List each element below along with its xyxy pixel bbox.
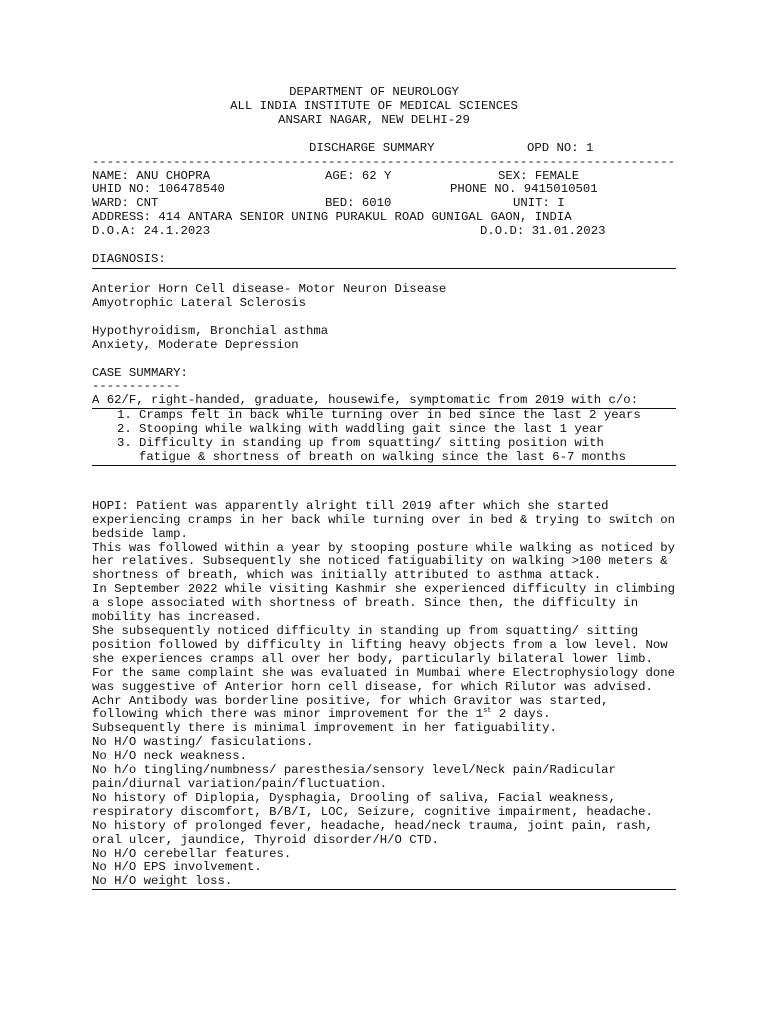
hopi-paragraph: No H/O neck weakness. [92,749,247,764]
hopi-paragraph: This was followed within a year by stooping posture while walking as noticed by her relatives. Subsequently she noticed fatiguability on walking >100 meters & shortness of breath, which was initially attributed to asthma attack. [92,540,675,583]
list-item [92,409,676,423]
complaints-list [92,409,676,465]
hopi-paragraph: In September 2022 while visiting Kashmir she experienced difficulty in climbing a slope associated with shortness of breath. Since then, the difficulty in mobility has increased. [92,582,675,625]
list-item [92,423,676,437]
case-summary-heading: CASE SUMMARY: [92,365,188,380]
letterhead [82,86,666,128]
patient-sex: SEX: FEMALE [498,168,580,183]
patient-details [92,170,676,239]
diagnosis-heading: DIAGNOSIS: [92,251,166,266]
ward: WARD: CNT [92,196,159,211]
patient-name: NAME: ANU CHOPRA [92,168,211,183]
institute-address: ANSARI NAGAR, NEW DELHI-29 [278,112,470,127]
department-name: DEPARTMENT OF NEUROLOGY [289,85,459,99]
case-summary-underline: ------------ [92,379,181,394]
complaint-text: Difficulty in standing up from squatting/ sitting position with fatigue & shortness of breath on walking since the last 6-7 months [139,436,627,464]
institute-name: ALL INDIA INSTITUTE OF MEDICAL SCIENCES [230,98,518,113]
document-title: DISCHARGE SUMMARY [309,140,435,155]
hopi-paragraph: For the same complaint she was evaluated in Mumbai where Electrophysiology done was suggestive of Anterior horn cell disease, for which Rilutor was advised. Achr Antibody was borderline positive, for which Gravitor was started, following which there was minor improvement for the 1st 2 days. [92,665,675,722]
hopi-paragraph: No history of Diplopia, Dysphagia, Drooling of saliva, Facial weakness, respiratory discomfort, B/B/I, LOC, Seizure, cognitive impairment, headache. [92,790,653,819]
phone-number: PHONE NO. 9415010501 [450,182,598,197]
uhid-number: UHID NO: 106478540 [92,182,225,197]
complaint-text: Cramps felt in back while turning over in bed since the last 2 years [139,408,641,423]
hopi-paragraph: Subsequently there is minimal improvement in her fatiguability. [92,721,557,736]
list-number: 2. [117,422,132,437]
diagnosis-line: Amyotrophic Lateral Sclerosis [92,295,307,310]
list-number: 1. [117,408,132,423]
hopi-paragraph: HOPI: Patient was apparently alright till 2019 after which she started experiencing cramps in her back while turning over in bed & trying to switch on bedside lamp. [92,498,675,541]
complaint-text: Stooping while walking with waddling gait since the last 1 year [139,422,604,437]
hopi-paragraph: She subsequently noticed difficulty in standing up from squatting/ sitting position followed by difficulty in lifting heavy objects from a low level. Now she experiences cramps all over her body, particularly bilateral lower limb. [92,624,668,666]
list-number: 3. [117,436,132,451]
hopi-paragraph: No H/O weight loss. [92,874,233,889]
admission-date: D.O.A: 24.1.2023 [92,224,211,239]
discharge-date: D.O.D: 31.01.2023 [480,224,606,239]
list-item [92,437,676,465]
hopi-section [92,500,676,889]
discharge-summary-page [92,86,676,890]
case-intro: A 62/F, right-handed, graduate, housewife, symptomatic from 2019 with c/o: [92,393,639,408]
patient-address: ADDRESS: 414 ANTARA SENIOR UNING PURAKUL ROAD GUNIGAL GAON, INDIA [92,210,572,225]
opd-number: OPD NO: 1 [527,140,594,155]
title-row [92,142,676,156]
unit: UNIT: I [513,196,565,211]
diagnosis-line: Hypothyroidism, Bronchial asthma [92,323,329,338]
bed-number: BED: 6010 [325,196,392,211]
diagnosis-line: Anterior Horn Cell disease- Motor Neuron Disease [92,281,447,296]
ordinal-suffix: st [483,707,492,716]
hopi-paragraph: No history of prolonged fever, headache, head/neck trauma, joint pain, rash, oral ulcer, jaundice, Thyroid disorder/H/O CTD. [92,818,653,847]
patient-age: AGE: 62 Y [325,168,392,183]
divider [92,889,676,890]
hopi-paragraph: No H/O EPS involvement. [92,860,262,875]
hopi-paragraph: No h/o tingling/numbness/ paresthesia/sensory level/Neck pain/Radicular pain/diurnal variation/pain/fluctuation. [92,763,616,791]
hopi-paragraph: No H/O cerebellar features. [92,846,292,861]
dashed-rule: ------------------------------------------------------------------------------- [92,155,675,169]
diagnosis-line: Anxiety, Moderate Depression [92,337,299,352]
diagnosis-list [92,283,676,353]
hopi-paragraph: No H/O wasting/ fasiculations. [92,735,314,750]
